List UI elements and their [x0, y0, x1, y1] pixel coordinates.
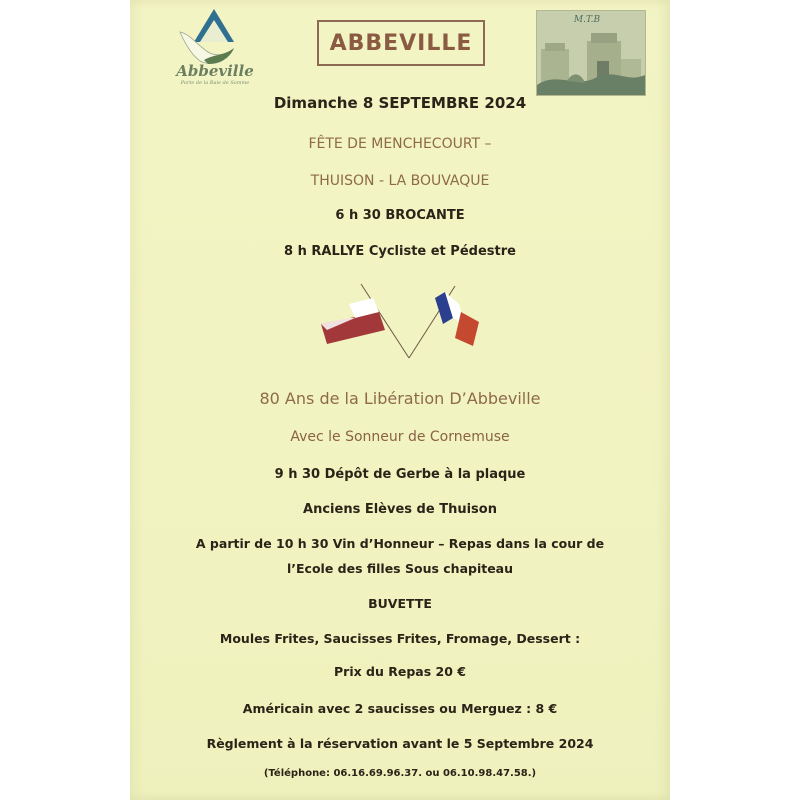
- anciens-line: Anciens Elèves de Thuison: [303, 502, 497, 517]
- event-date: Dimanche 8 SEPTEMBRE 2024: [273, 94, 527, 112]
- brocante-line: 6 h 30 BROCANTE: [335, 208, 465, 223]
- poster: [130, 0, 670, 800]
- logo-wordmark: Abbeville: [176, 62, 254, 80]
- liberation-subheading: Avec le Sonneur de Cornemuse: [290, 429, 510, 445]
- crossed-flags-icon: [313, 282, 503, 362]
- reglement-line: Règlement à la réservation avant le 5 Septembre 2024: [206, 736, 594, 751]
- depot-line: 9 h 30 Dépôt de Gerbe à la plaque: [274, 467, 526, 482]
- vin-line-1: A partir de 10 h 30 Vin d’Honneur – Repas dans la cour de: [195, 536, 605, 551]
- fete-line-2: THUISON - LA BOUVAQUE: [310, 173, 490, 189]
- prix-line: Prix du Repas 20 €: [334, 664, 466, 679]
- liberation-heading: 80 Ans de la Libération D’Abbeville: [259, 389, 541, 408]
- photo-label: M.T.B: [573, 15, 601, 25]
- americain-line: Américain avec 2 saucisses ou Merguez : 8 €: [242, 701, 558, 716]
- telephone-line: (Téléphone: 06.16.69.96.37. ou 06.10.98.47.58.): [263, 768, 537, 779]
- town-title: ABBEVILLE: [317, 20, 485, 66]
- rallye-line: 8 h RALLYE Cycliste et Pédestre: [284, 244, 516, 259]
- vin-line-2: l’Ecole des filles Sous chapiteau: [286, 561, 514, 576]
- buvette-line: BUVETTE: [368, 596, 432, 611]
- logo-tagline: Porte de la Baie de Somme: [180, 80, 250, 86]
- menu-line: Moules Frites, Saucisses Frites, Fromage, Dessert :: [219, 631, 581, 646]
- fete-line-1: FÊTE DE MENCHECOURT –: [308, 136, 492, 152]
- castle-photo: [536, 10, 646, 96]
